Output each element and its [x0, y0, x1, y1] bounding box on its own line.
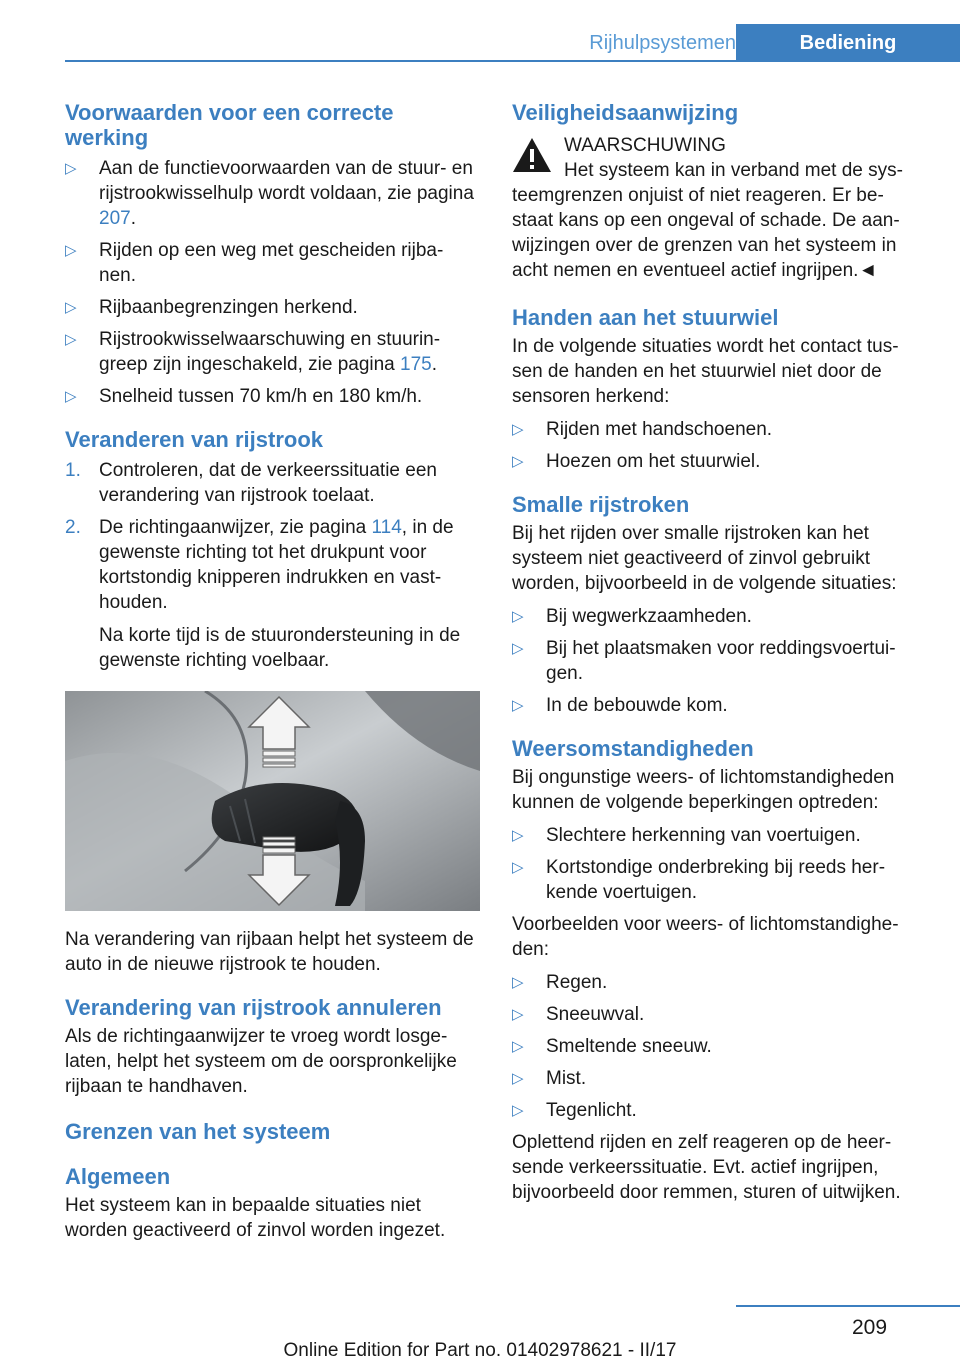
warning-label: WAARSCHUWING — [564, 135, 726, 156]
triangle-right-icon: ▷ — [65, 160, 77, 177]
list-item — [512, 970, 924, 995]
paragraph-algemeen: Het systeem kan in bepaalde situaties niet worden geactiveerd of zinvol worden ingezet. — [65, 1195, 446, 1241]
list-item — [512, 636, 924, 686]
step-note: Na korte tijd is de stuurondersteuning in de gewenste richting voelbaar. — [99, 625, 461, 671]
item-text: Bij wegwerkzaamheden. — [546, 606, 752, 627]
list-item — [65, 384, 480, 409]
triangle-right-icon: ▷ — [512, 1038, 524, 1055]
paragraph-annuleren: Als de richtingaanwijzer te vroeg wordt losge- laten, helpt het systeem om de oorspronkelijke rijbaan te handhaven. — [65, 1026, 457, 1097]
heading-weers: Weersomstandigheden — [512, 736, 754, 761]
triangle-right-icon: ▷ — [512, 697, 524, 714]
list-smalle — [512, 604, 924, 718]
paragraph-handen: In de volgende situaties wordt het contact tus- sen de handen en het stuurwiel niet door de sensoren herkend: — [512, 336, 899, 407]
paragraph-weers: Bij ongunstige weers- of lichtomstandigheden kunnen de volgende beperkingen optreden: — [512, 767, 895, 813]
item-text: Sneeuwval. — [546, 1004, 645, 1025]
item-text: Regen. — [546, 972, 608, 993]
page-link[interactable]: 175 — [400, 354, 432, 375]
item-text: Rijden op een weg met gescheiden rijba- nen. — [99, 240, 444, 286]
step-number: 2. — [65, 517, 81, 538]
list-item — [65, 327, 480, 377]
heading-veranderen: Veranderen van rijstrook — [65, 427, 323, 452]
list-item — [512, 449, 924, 474]
right-column — [512, 100, 924, 1205]
list-item — [65, 156, 480, 231]
triangle-right-icon: ▷ — [512, 974, 524, 991]
triangle-right-icon: ▷ — [512, 1102, 524, 1119]
step-number: 1. — [65, 460, 81, 481]
paragraph-smalle: Bij het rijden over smalle rijstroken kan het systeem niet geactiveerd of zinvol gebruikt worden, bijvoorbeeld in de volgende situaties: — [512, 523, 897, 594]
item-text: . — [431, 354, 438, 375]
triangle-right-icon: ▷ — [512, 1006, 524, 1023]
page-link[interactable]: 114 — [371, 517, 402, 538]
list-handen — [512, 417, 924, 474]
footer-rule — [736, 1305, 960, 1307]
step-item — [65, 458, 480, 508]
triangle-right-icon: ▷ — [65, 242, 77, 259]
item-text: . — [130, 208, 136, 229]
heading-voorwaarden: Voorwaarden voor een correcte werking — [65, 100, 394, 150]
heading-smalle: Smalle rijstroken — [512, 492, 690, 517]
list-item — [512, 417, 924, 442]
list-item — [65, 295, 480, 320]
warning-triangle-icon — [512, 137, 552, 173]
item-text: Hoezen om het stuurwiel. — [546, 451, 761, 472]
list-item — [512, 1034, 924, 1059]
list-item — [512, 693, 924, 718]
heading-annuleren: Verandering van rijstrook annuleren — [65, 995, 442, 1020]
warning-first-line: Het systeem kan in verband met de sys- teemgrenzen onjuist of niet reageren. Er be- staat kans op een ongeval of schade. De aan- wijzingen over de grenzen van het systeem in acht nemen en eventueel actief ingrijpen.◄ — [512, 160, 903, 281]
item-text: Mist. — [546, 1068, 587, 1089]
triangle-right-icon: ▷ — [512, 608, 524, 625]
step-text: Controleren, dat de verkeerssituatie een verandering van rijstrook toelaat. — [99, 460, 437, 506]
item-text: Rijstrookwisselwaarschuwing en stuurin- greep zijn ingeschakeld, zie pagina — [99, 329, 441, 375]
paragraph-weers-examples: Voorbeelden voor weers- of lichtomstandighe- den: — [512, 914, 899, 960]
item-text: Rijbaanbegrenzingen herkend. — [99, 297, 358, 318]
item-text: Aan de functievoorwaarden van de stuur- en rijstrookwisselhulp wordt voldaan, zie pagina — [99, 158, 474, 204]
step-item — [65, 515, 480, 673]
triangle-right-icon: ▷ — [65, 299, 77, 316]
heading-handen: Handen aan het stuurwiel — [512, 305, 779, 330]
item-text: Bij het plaatsmaken voor reddingsvoertui- gen. — [546, 638, 896, 684]
list-voorwaarden — [65, 156, 480, 409]
list-weers-examples — [512, 970, 924, 1123]
list-item — [512, 823, 924, 848]
header-tab: Bediening — [736, 24, 960, 62]
heading-veiligheid: Veiligheidsaanwijzing — [512, 100, 739, 125]
item-text: Slechtere herkenning van voertuigen. — [546, 825, 861, 846]
paragraph-after-change: Na verandering van rijbaan helpt het systeem de auto in de nieuwe rijstrook te houden. — [65, 929, 474, 975]
page-header — [65, 24, 960, 62]
left-column — [65, 100, 480, 1243]
page-number: 209 — [852, 1316, 888, 1339]
heading-algemeen: Algemeen — [65, 1164, 171, 1189]
triangle-right-icon: ▷ — [512, 421, 524, 438]
warning-box — [512, 133, 924, 283]
triangle-right-icon: ▷ — [65, 331, 77, 348]
triangle-right-icon: ▷ — [512, 640, 524, 657]
step-text: , in de gewenste richting tot het drukpunt voor kortstondig knipperen indrukken en vast- houden. — [99, 517, 454, 613]
list-item — [512, 1098, 924, 1123]
list-item — [512, 1066, 924, 1091]
turn-signal-lever-image — [65, 691, 480, 911]
page-link[interactable]: 207 — [99, 208, 131, 229]
list-item — [512, 1002, 924, 1027]
triangle-right-icon: ▷ — [512, 859, 524, 876]
header-rule — [65, 60, 960, 62]
list-item — [65, 238, 480, 288]
paragraph-weers-closing: Oplettend rijden en zelf reageren op de heer- sende verkeerssituatie. Evt. actief ingrijpen, bijvoorbeeld door remmen, sturen of uitwijken. — [512, 1132, 901, 1203]
item-text: Tegenlicht. — [546, 1100, 637, 1121]
item-text: In de bebouwde kom. — [546, 695, 728, 716]
item-text: Snelheid tussen 70 km/h en 180 km/h. — [99, 386, 423, 407]
triangle-right-icon: ▷ — [512, 453, 524, 470]
list-weers — [512, 823, 924, 905]
step-text: De richtingaanwijzer, zie pagina — [99, 517, 372, 538]
header-section: Rijhulpsystemen — [589, 32, 736, 54]
triangle-right-icon: ▷ — [65, 388, 77, 405]
heading-grenzen: Grenzen van het systeem — [65, 1119, 331, 1144]
steps-veranderen — [65, 458, 480, 673]
item-text: Rijden met handschoenen. — [546, 419, 773, 440]
list-item — [512, 855, 924, 905]
triangle-right-icon: ▷ — [512, 827, 524, 844]
list-item — [512, 604, 924, 629]
item-text: Smeltende sneeuw. — [546, 1036, 712, 1057]
triangle-right-icon: ▷ — [512, 1070, 524, 1087]
item-text: Kortstondige onderbreking bij reeds her- kende voertuigen. — [546, 857, 886, 903]
edition-text: Online Edition for Part no. 01402978621 - II/17 — [283, 1340, 677, 1361]
